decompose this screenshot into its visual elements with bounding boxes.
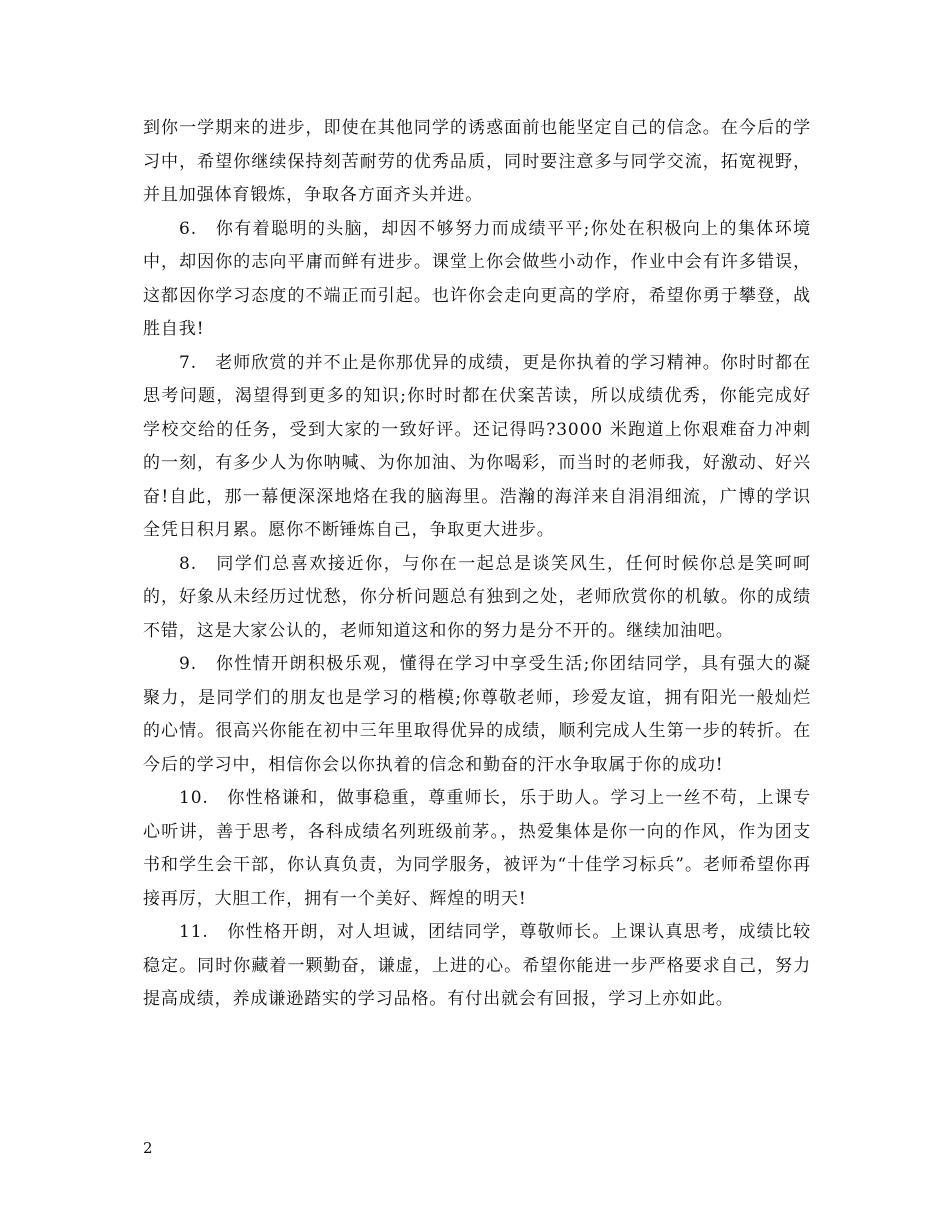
- paragraph-continued: 到你一学期来的进步，即使在其他同学的诱惑面前也能坚定自己的信念。在今后的学习中，希望你继续保持刻苦耐劳的优秀品质，同时要注意多与同学交流，拓宽视野，并且加强体育锻炼，争取各方面齐头并进。: [143, 118, 811, 205]
- paragraph-item-11: 11. 你性格开朗，对人坦诚，团结同学，尊敬师长。上课认真思考，成绩比较稳定。同时你藏着一颗勤奋，谦虚，上进的心。希望你能进一步严格要求自己，努力提高成绩，养成谦逊踏实的学习品格。有付出就会有回报，学习上亦如此。: [143, 922, 811, 1009]
- body-text: [143, 112, 811, 1017]
- paragraph-item-9: 9. 你性情开朗积极乐观，懂得在学习中享受生活;你团结同学，具有强大的凝聚力，是同学们的朋友也是学习的楷模;你尊敬老师，珍爱友谊，拥有阳光一般灿烂的心情。很高兴你能在初中三年里取得优异的成绩，顺利完成人生第一步的转折。在今后的学习中，相信你会以你执着的信念和勤奋的汗水争取属于你的成功!: [143, 654, 811, 775]
- paragraph-item-8: 8. 同学们总喜欢接近你，与你在一起总是谈笑风生，任何时候你总是笑呵呵的，好象从未经历过忧愁，你分析问题总有独到之处，老师欣赏你的机敏。你的成绩不错，这是大家公认的，老师知道这和你的努力是分不开的。继续加油吧。: [143, 553, 811, 641]
- page-number: 2: [143, 1139, 153, 1157]
- paragraph-item-6: 6. 你有着聪明的头脑，却因不够努力而成绩平平;你处在积极向上的集体环境中，却因你的志向平庸而鲜有进步。课堂上你会做些小动作，作业中会有许多错误，这都因你学习态度的不端正而引起。也许你会走向更高的学府，希望你勇于攀登，战胜自我!: [143, 218, 811, 339]
- paragraph-item-7: 7. 老师欣赏的并不止是你那优异的成绩，更是你执着的学习精神。你时时都在思考问题，渴望得到更多的知识;你时时都在伏案苦读，所以成绩优秀，你能完成好学校交给的任务，受到大家的一致好评。还记得吗?3000 米跑道上你艰难奋力冲刺的一刻，有多少人为你呐喊、为你加油、为你喝彩，而当时的老师我，好激动、好兴奋!自此，那一幕便深深地烙在我的脑海里。浩瀚的海洋来自涓涓细流，广博的学识全凭日积月累。愿你不断锤炼自己，争取更大进步。: [143, 352, 811, 540]
- paragraph-item-10: 10. 你性格谦和，做事稳重，尊重师长，乐于助人。学习上一丝不苟，上课专心听讲，善于思考，各科成绩名列班级前茅。，热爱集体是你一向的作风，作为团支书和学生会干部，你认真负责，为同学服务，被评为“十佳学习标兵”。老师希望你再接再厉，大胆工作，拥有一个美好、辉煌的明天!: [143, 788, 811, 909]
